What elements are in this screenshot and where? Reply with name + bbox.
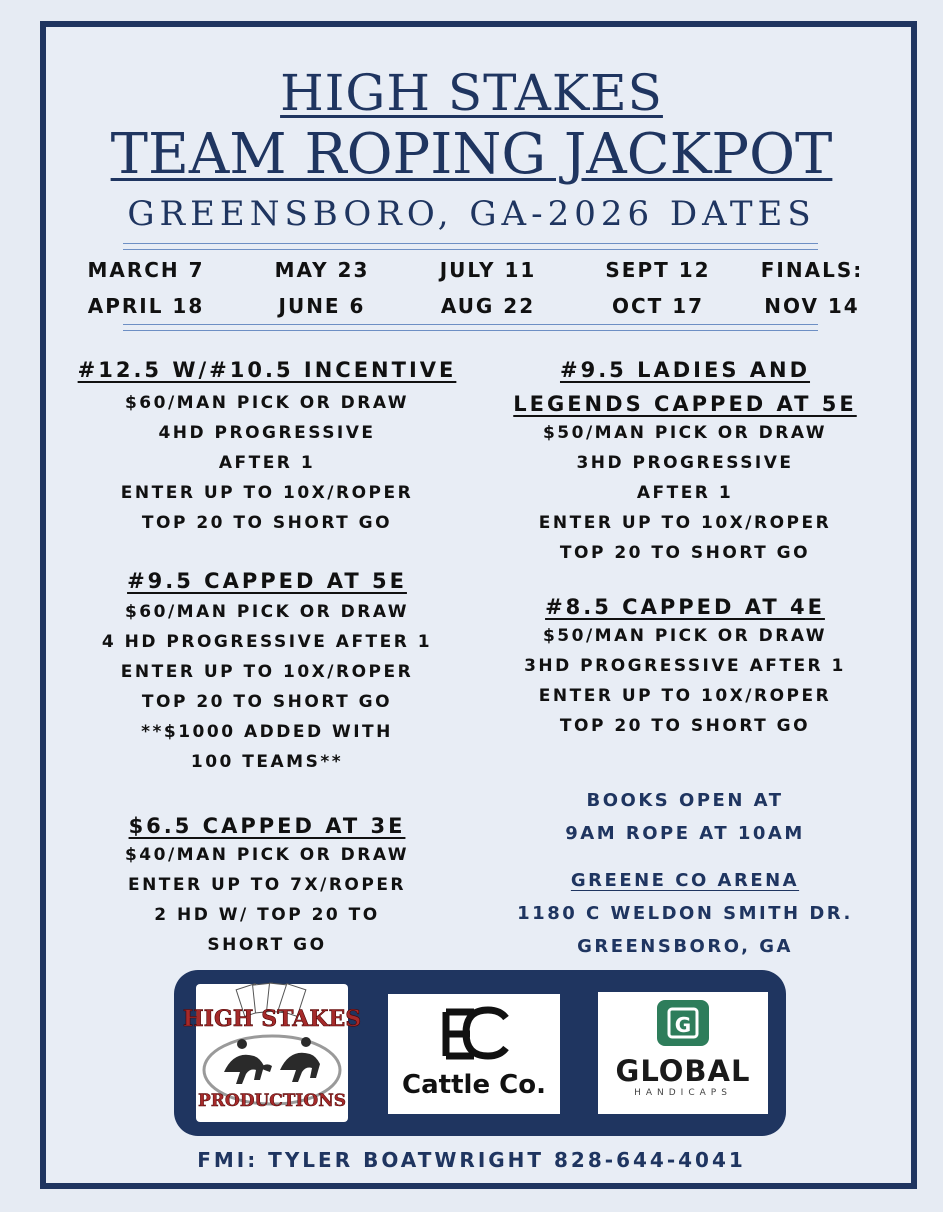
cattle-co-logo [388, 994, 560, 1114]
division-line: TOP 20 TO SHORT GO [141, 513, 393, 533]
divider [123, 324, 818, 325]
date-march-7: MARCH 7 [87, 258, 205, 282]
division-line: TOP 20 TO SHORT GO [559, 543, 811, 563]
division-line: $50/MAN PICK OR DRAW [542, 626, 828, 646]
division-line: ENTER UP TO 7X/ROPER [127, 875, 407, 895]
event-info [460, 784, 910, 963]
date-april-18: APRIL 18 [87, 294, 205, 318]
division-line: $50/MAN PICK OR DRAW [542, 423, 828, 443]
division-8-5 [460, 595, 910, 741]
division-line: AFTER 1 [218, 453, 316, 473]
division-line: 4HD PROGRESSIVE [158, 423, 376, 443]
date-nov-14: NOV 14 [764, 294, 860, 318]
division-line: TOP 20 TO SHORT GO [559, 716, 811, 736]
division-heading: LEGENDS CAPPED AT 5E [513, 392, 857, 416]
ec-monogram-icon [388, 994, 560, 1064]
date-july-11: JULY 11 [439, 258, 537, 282]
division-line: 100 TEAMS** [190, 752, 344, 772]
division-line: **$1000 ADDED WITH [141, 722, 393, 742]
division-line: $60/MAN PICK OR DRAW [124, 393, 410, 413]
venue-name: GREENE CO ARENA [570, 870, 800, 891]
divider [123, 249, 818, 250]
division-line: ENTER UP TO 10X/ROPER [538, 513, 832, 533]
division-line: ENTER UP TO 10X/ROPER [538, 686, 832, 706]
global-handicaps-logo [598, 992, 768, 1114]
rope-time: 9AM ROPE AT 10AM [565, 823, 805, 844]
books-open: BOOKS OPEN AT [586, 790, 784, 811]
svg-text:PRODUCTIONS: PRODUCTIONS [197, 1091, 347, 1111]
division-line: ENTER UP TO 10X/ROPER [120, 483, 414, 503]
division-heading: #12.5 W/#10.5 INCENTIVE [77, 358, 457, 382]
division-ladies-legends [460, 358, 910, 568]
contact-footer: FMI: TYLER BOATWRIGHT 828-644-4041 [197, 1148, 746, 1172]
division-line: 2 HD W/ TOP 20 TO [154, 905, 380, 925]
division-line: 3HD PROGRESSIVE [576, 453, 794, 473]
date-oct-17: OCT 17 [611, 294, 705, 318]
cattle-co-text: Cattle Co. [402, 1070, 546, 1100]
global-text: GLOBAL [615, 1054, 751, 1088]
division-heading: #8.5 CAPPED AT 4E [545, 595, 825, 619]
global-g-icon [598, 992, 768, 1052]
division-line: SHORT GO [207, 935, 327, 955]
sponsor-logo-bar [174, 970, 786, 1136]
date-sept-12: SEPT 12 [605, 258, 711, 282]
finals-label: FINALS: [760, 258, 864, 282]
divider [123, 330, 818, 331]
handicaps-text: HANDICAPS [634, 1088, 732, 1098]
svg-text:G: G [674, 1013, 692, 1037]
venue-city: GREENSBORO, GA [577, 936, 793, 957]
division-line: TOP 20 TO SHORT GO [141, 692, 393, 712]
division-6-5 [40, 814, 494, 960]
division-line: $60/MAN PICK OR DRAW [124, 602, 410, 622]
division-line: AFTER 1 [636, 483, 734, 503]
high-stakes-productions-logo-icon [182, 984, 362, 1122]
date-may-23: MAY 23 [274, 258, 370, 282]
division-heading: #9.5 CAPPED AT 5E [127, 569, 407, 593]
subtitle: GREENSBORO, GA-2026 DATES [127, 194, 816, 234]
division-line: $40/MAN PICK OR DRAW [124, 845, 410, 865]
venue-address: 1180 C WELDON SMITH DR. [517, 903, 853, 924]
date-aug-22: AUG 22 [440, 294, 536, 318]
division-heading: #9.5 LADIES AND [559, 358, 811, 382]
division-9-5 [40, 569, 494, 777]
title-line1: HIGH STAKES [280, 64, 663, 122]
division-heading: $6.5 CAPPED AT 3E [128, 814, 406, 838]
svg-text:HIGH STAKES: HIGH STAKES [182, 1006, 362, 1032]
division-line: 4 HD PROGRESSIVE AFTER 1 [101, 632, 433, 652]
division-line: 3HD PROGRESSIVE AFTER 1 [524, 656, 846, 676]
division-line: ENTER UP TO 10X/ROPER [120, 662, 414, 682]
division-12-5 [40, 358, 494, 538]
divider [123, 243, 818, 244]
date-june-6: JUNE 6 [278, 294, 366, 318]
high-stakes-logo [182, 984, 362, 1122]
title-line2: TEAM ROPING JACKPOT [110, 122, 833, 187]
